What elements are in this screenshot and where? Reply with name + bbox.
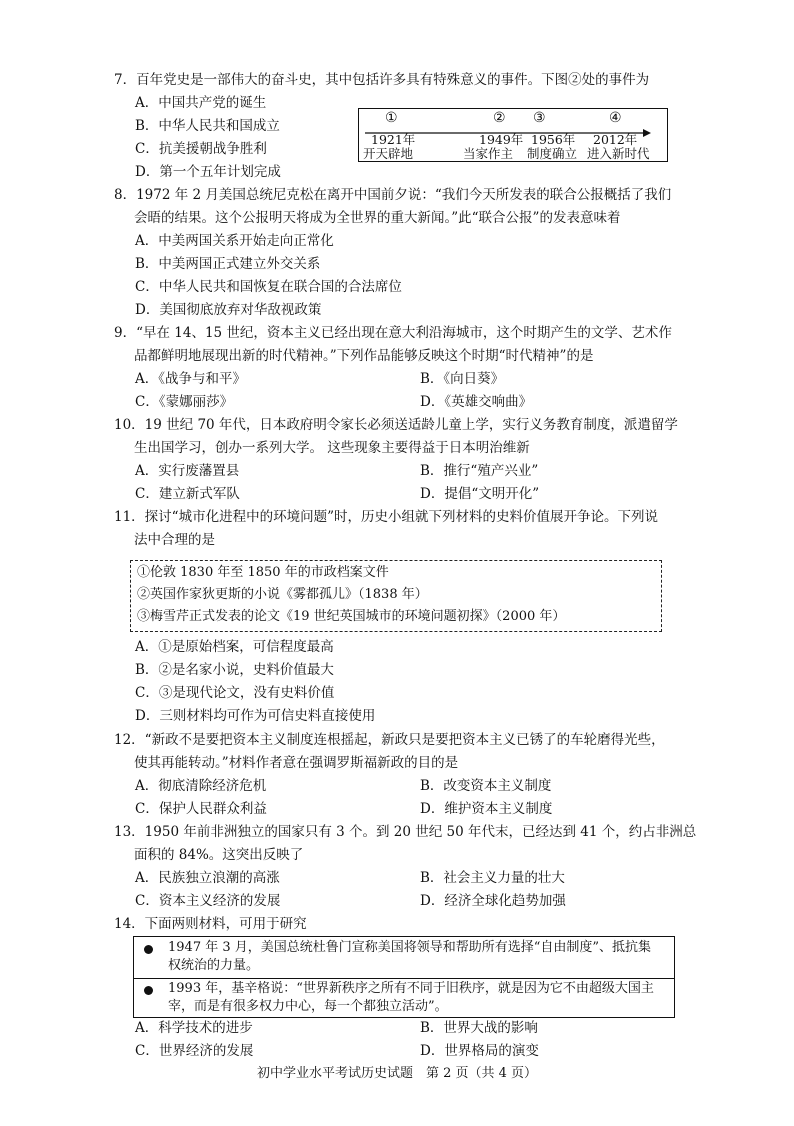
q11-option-d: D．三则材料均可作为可信史料直接使用 bbox=[135, 708, 376, 724]
timeline-caption-3: 制度确立 bbox=[527, 146, 578, 161]
q8-option-c: C．中华人民共和国恢复在联合国的合法席位 bbox=[135, 279, 402, 295]
q12-option-c: C．保护人民群众利益 bbox=[135, 801, 267, 817]
q10-stem-line2: 生出国学习，创办一系列大学。 这些现象主要得益于日本明治维新 bbox=[134, 440, 530, 456]
q9-option-c: C．《蒙娜丽莎》 bbox=[135, 394, 234, 410]
q12-option-a: A．彻底清除经济危机 bbox=[135, 778, 267, 794]
q14-option-c: C．世界经济的发展 bbox=[135, 1043, 254, 1059]
q11-stem-line2: 法中合理的是 bbox=[134, 532, 215, 548]
q14-material-2-line1: 1993 年，基辛格说：“世界新秩序之所有不同于旧秩序，就是因为它不由超级大国主 bbox=[168, 981, 654, 996]
q14-option-a: A．科学技术的进步 bbox=[135, 1020, 253, 1036]
timeline-marker-1: ① bbox=[385, 110, 398, 126]
timeline-caption-4: 进入新时代 bbox=[587, 146, 650, 161]
q7-option-a: A．中国共产党的诞生 bbox=[135, 95, 267, 111]
q11-option-c: C．③是现代论文，没有史料价值 bbox=[135, 685, 335, 701]
bullet-icon bbox=[144, 986, 153, 995]
timeline-year-1949: 1949年 bbox=[479, 132, 524, 147]
q14-materials-box bbox=[133, 936, 675, 1018]
q10-option-a: A．实行废藩置县 bbox=[135, 463, 240, 479]
q10-option-c: C．建立新式军队 bbox=[135, 486, 240, 502]
bullet-icon bbox=[144, 945, 153, 954]
q9-stem-line1: 9．“早在 14、15 世纪，资本主义已经出现在意大利沿海城市，这个时期产生的文学、艺术作 bbox=[114, 325, 672, 341]
q9-stem-line2: 品都鲜明地展现出新的时代精神。”下列作品能够反映这个时期“时代精神”的是 bbox=[134, 348, 594, 364]
q9-option-b: B．《向日葵》 bbox=[420, 371, 505, 387]
q8-option-b: B．中美两国正式建立外交关系 bbox=[135, 256, 321, 272]
q11-stem-line1: 11．探讨“城市化进程中的环境问题”时，历史小组就下列材料的史料价值展开争论。下列说 bbox=[114, 509, 658, 525]
q8-stem-line2: 会晤的结果。这个公报明天将成为全世界的重大新闻。”此“联合公报”的发表意味着 bbox=[134, 210, 621, 226]
q7-option-c: C．抗美援朝战争胜利 bbox=[135, 141, 267, 157]
q7-option-d: D．第一个五年计划完成 bbox=[135, 164, 281, 180]
q7-stem: 7．百年党史是一部伟大的奋斗史，其中包括许多具有特殊意义的事件。下图②处的事件为 bbox=[114, 72, 650, 88]
timeline-year-2012: 2012年 bbox=[593, 132, 638, 147]
q14-option-b: B．世界大战的影响 bbox=[420, 1020, 538, 1036]
q12-option-b: B．改变资本主义制度 bbox=[420, 778, 552, 794]
q8-option-d: D．美国彻底放弃对华敌视政策 bbox=[135, 302, 322, 318]
q11-material-1: ①伦敦 1830 年至 1850 年的市政档案文件 bbox=[137, 565, 389, 580]
q12-stem-line2: 使其再能转动。”材料作者意在强调罗斯福新政的目的是 bbox=[134, 755, 459, 771]
q13-option-a: A．民族独立浪潮的高涨 bbox=[135, 870, 280, 886]
q13-option-d: D．经济全球化趋势加强 bbox=[420, 893, 566, 909]
q11-materials-box bbox=[130, 560, 662, 632]
materials-divider bbox=[134, 978, 674, 979]
timeline-caption-1: 开天辟地 bbox=[363, 146, 414, 161]
q9-option-d: D．《英雄交响曲》 bbox=[420, 394, 533, 410]
q7-option-b: B．中华人民共和国成立 bbox=[135, 118, 280, 134]
timeline-marker-2: ② bbox=[493, 110, 506, 126]
q13-stem-line2: 面积的 84%。这突出反映了 bbox=[134, 847, 304, 863]
timeline-marker-4: ④ bbox=[609, 110, 622, 126]
q13-option-c: C．资本主义经济的发展 bbox=[135, 893, 281, 909]
q10-option-b: B．推行“殖产兴业” bbox=[420, 463, 539, 479]
page-footer: 初中学业水平考试历史试题 第 2 页（共 4 页） bbox=[256, 1066, 538, 1081]
q11-material-3: ③梅雪芹正式发表的论文《19 世纪英国城市的环境问题初探》（2000 年） bbox=[137, 609, 566, 624]
q14-option-d: D．世界格局的演变 bbox=[420, 1043, 539, 1059]
q10-option-d: D．提倡“文明开化” bbox=[420, 486, 540, 502]
timeline-marker-3: ③ bbox=[533, 110, 546, 126]
q14-material-2-line2: 宰，而是有很多权力中心，每一个都独立活动”。 bbox=[168, 999, 448, 1014]
timeline-year-1956: 1956年 bbox=[531, 132, 576, 147]
q12-stem-line1: 12．“新政不是要把资本主义制度连根摇起，新政只是要把资本主义已锈了的车轮磨得光些， bbox=[114, 732, 665, 748]
q13-stem-line1: 13．1950 年前非洲独立的国家只有 3 个。到 20 世纪 50 年代末，已经达到 41 个，约占非洲总 bbox=[114, 824, 697, 840]
q8-stem-line1: 8．1972 年 2 月美国总统尼克松在离开中国前夕说：“我们今天所发表的联合公报概括了我们 bbox=[114, 187, 672, 203]
q9-option-a: A．《战争与和平》 bbox=[135, 371, 246, 387]
q11-option-a: A．①是原始档案，可信程度最高 bbox=[135, 639, 334, 655]
q8-option-a: A．中美两国关系开始走向正常化 bbox=[135, 233, 334, 249]
q14-material-1-line2: 权统治的力量。 bbox=[168, 958, 260, 973]
timeline-caption-2: 当家作主 bbox=[463, 146, 514, 161]
q14-stem: 14．下面两则材料，可用于研究 bbox=[114, 916, 307, 932]
q11-option-b: B．②是名家小说，史料价值最大 bbox=[135, 662, 334, 678]
q11-material-2: ②英国作家狄更斯的小说《雾都孤儿》（1838 年） bbox=[137, 587, 428, 602]
q13-option-b: B．社会主义力量的壮大 bbox=[420, 870, 565, 886]
q7-timeline-figure bbox=[358, 108, 668, 162]
timeline-year-1921: 1921年 bbox=[371, 132, 416, 147]
q14-material-1-line1: 1947 年 3 月，美国总统杜鲁门宣称美国将领导和帮助所有选择“自由制度”、抵抗集 bbox=[168, 940, 652, 955]
q12-option-d: D．维护资本主义制度 bbox=[420, 801, 553, 817]
q10-stem-line1: 10．19 世纪 70 年代，日本政府明令家长必须送适龄儿童上学，实行义务教育制度，派遣留学 bbox=[114, 417, 678, 433]
